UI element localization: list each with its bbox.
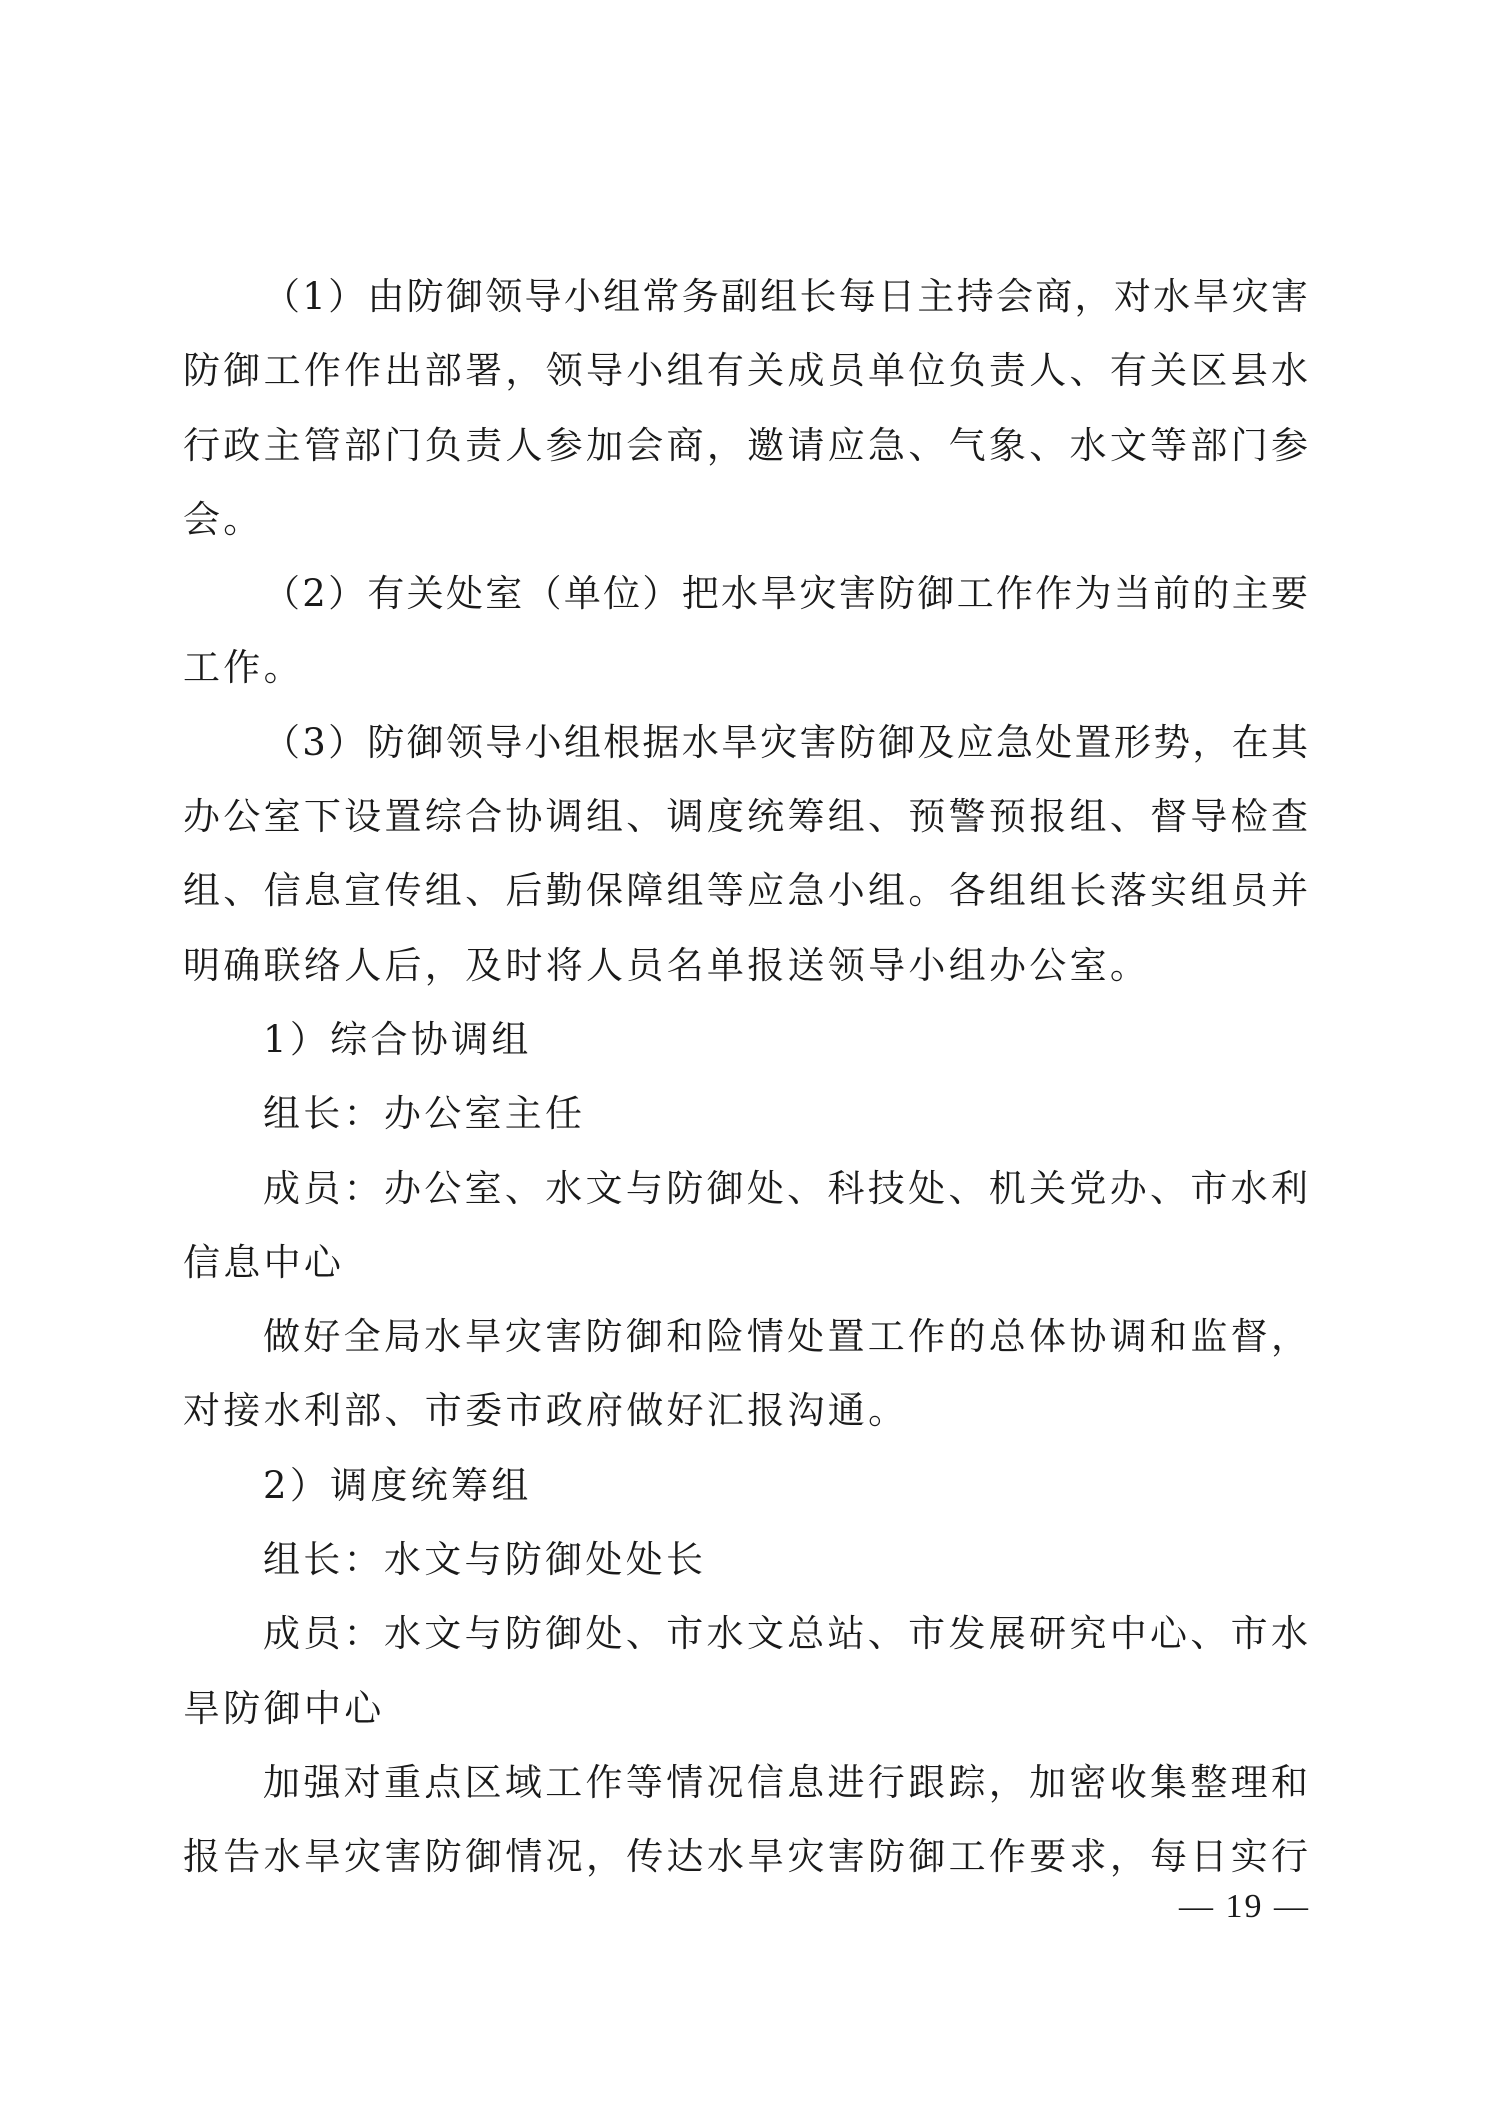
text-line: 报告水旱灾害防御情况，传达水旱灾害防御工作要求，每日实行 xyxy=(183,1835,1308,1879)
text-line: 行政主管部门负责人参加会商，邀请应急、气象、水文等部门参 xyxy=(183,423,1308,467)
text-line: 防御工作作出部署，领导小组有关成员单位负责人、有关区县水 xyxy=(183,349,1308,393)
text-line: 办公室下设置综合协调组、调度统筹组、预警预报组、督导检查 xyxy=(183,795,1308,839)
text-line: 工作。 xyxy=(183,646,304,690)
body-text xyxy=(183,260,1308,1895)
text-line: 成员：水文与防御处、市水文总站、市发展研究中心、市水 xyxy=(263,1612,1308,1656)
text-line: 组长：水文与防御处处长 xyxy=(263,1538,707,1582)
text-line: 1）综合协调组 xyxy=(263,1017,532,1061)
text-line: 加强对重点区域工作等情况信息进行跟踪，加密收集整理和 xyxy=(263,1760,1308,1804)
text-line: （2）有关处室（单位）把水旱灾害防御工作作为当前的主要 xyxy=(263,572,1308,616)
text-line: 会。 xyxy=(183,497,264,541)
text-line: 2）调度统筹组 xyxy=(263,1463,532,1507)
text-line: 组长：办公室主任 xyxy=(263,1092,586,1136)
text-line: 明确联络人后，及时将人员名单报送领导小组办公室。 xyxy=(183,943,1151,987)
text-line: 成员：办公室、水文与防御处、科技处、机关党办、市水利 xyxy=(263,1166,1308,1210)
text-line: （1）由防御领导小组常务副组长每日主持会商，对水旱灾害 xyxy=(263,275,1308,318)
text-line: （3）防御领导小组根据水旱灾害防御及应急处置形势，在其 xyxy=(263,720,1308,764)
text-line: 做好全局水旱灾害防御和险情处置工作的总体协调和监督， xyxy=(263,1315,1308,1359)
text-line: 信息中心 xyxy=(183,1240,345,1284)
text-line: 旱防御中心 xyxy=(183,1686,385,1730)
page-number: — 19 — xyxy=(1179,1888,1310,1925)
text-line: 组、信息宣传组、后勤保障组等应急小组。各组组长落实组员并 xyxy=(183,869,1308,913)
text-line: 对接水利部、市委市政府做好汇报沟通。 xyxy=(183,1389,909,1433)
